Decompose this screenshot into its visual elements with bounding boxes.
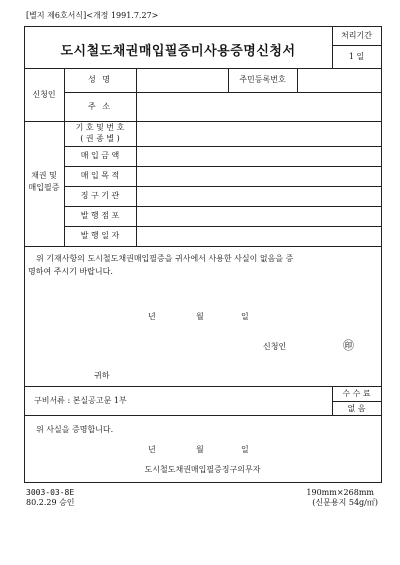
processing-period-label: 처리기간 [341,31,372,40]
address-label: 주 소 [88,102,112,111]
request-date-day: 일 [241,312,249,321]
request-date-year: 년 [148,312,156,321]
bond-number-label: 기 호 및 번 호 [75,123,125,132]
issue-date-label: 발 행 일 자 [80,231,120,240]
approval-date: 80.2.29 승인 [26,498,75,507]
purchase-purpose-label: 매 입 목 적 [80,171,120,180]
cert-date-day: 일 [241,445,249,454]
request-text-line-2: 명하여 주시기 바랍니다. [28,267,113,276]
bond-section-label-2: 매입필증 [28,183,60,192]
resident-number-label: 주민등록번호 [239,75,286,84]
name-label: 성 명 [88,75,112,84]
processing-period-value: 1 일 [348,52,365,61]
fee-value: 없 음 [347,404,366,413]
applicant-signature-label: 신청인 [263,342,287,351]
bond-section-label-1: 채권 및 [31,171,57,180]
collecting-agency-label: 징 구 기 관 [80,191,120,200]
applicant-section-label: 신청인 [32,90,56,99]
cert-date-month: 월 [196,445,204,454]
issuing-branch-label: 발 행 점 포 [80,211,120,220]
paper-type: (신문용지 54g/㎡) [312,498,378,507]
request-date-month: 월 [196,312,204,321]
issuer-name: 도시철도채권매입필증징구의무자 [144,465,261,474]
cert-date-year: 년 [148,445,156,454]
required-documents: 구비서류 : 본실공고문 1부 [34,396,127,405]
form-code: 3003-03-8E [26,488,75,497]
request-text-line-1: 위 기재사항의 도시철도채권매입필증을 귀사에서 사용한 사실이 없음을 증 [36,254,294,263]
bond-type-sublabel: ( 권 종 별 ) [80,134,120,143]
recipient-label: 귀하 [94,371,110,380]
seal-mark: ㊞ [343,339,354,352]
fee-label: 수 수 료 [342,389,371,398]
form-number: [별지 제6호서식]<개정 1991.7.27> [26,11,159,20]
paper-size: 190mm×268mm [306,488,374,497]
certification-text: 위 사실을 증명합니다. [36,425,114,434]
form-title: 도시철도채권매입필증미사용증명신청서 [60,44,296,59]
purchase-amount-label: 매 입 금 액 [80,151,120,160]
